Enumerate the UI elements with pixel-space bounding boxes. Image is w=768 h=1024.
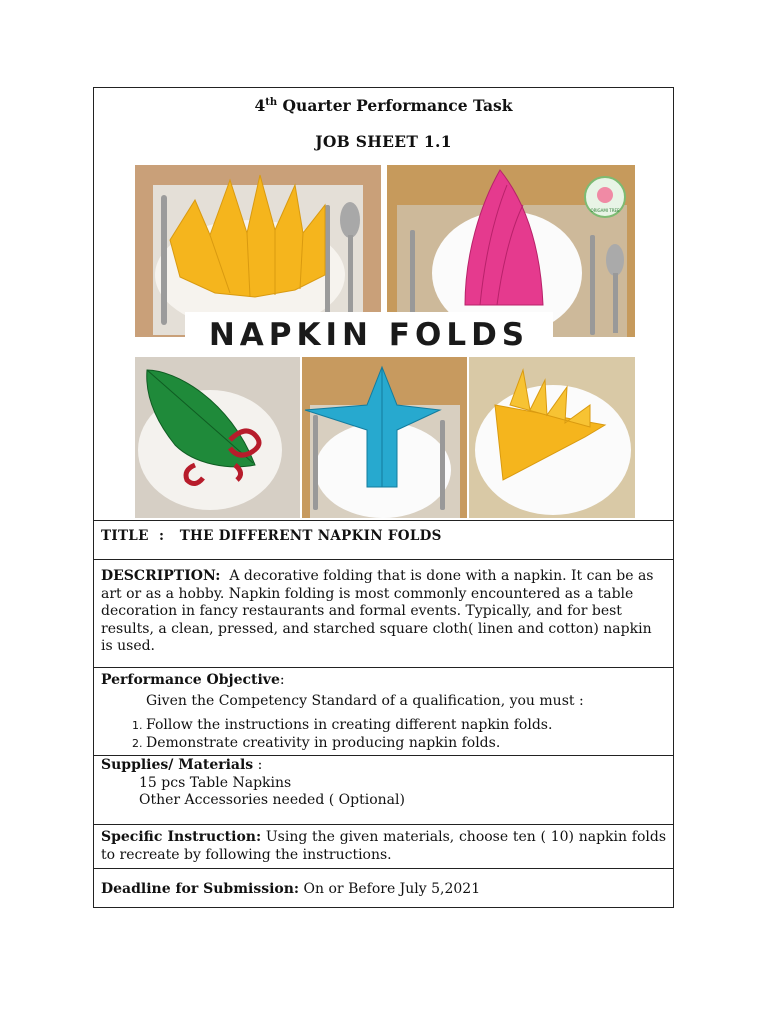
title-row <box>94 521 673 560</box>
specific-instruction-row <box>94 825 673 869</box>
job-sheet <box>93 87 674 908</box>
description-label: DESCRIPTION: <box>101 568 221 584</box>
banner-text: NAPKIN FOLDS <box>208 317 530 353</box>
quarter-suffix: th <box>265 96 278 108</box>
panel-green-leaf <box>135 357 300 518</box>
objective-item: 2. Demonstrate creativity in producing napkin folds. <box>146 734 666 752</box>
title-separator: : <box>159 528 165 544</box>
objective-colon: : <box>279 672 285 688</box>
supplies-item: 15 pcs Table Napkins <box>139 774 292 791</box>
description-text: A decorative folding that is done with a napkin. It can be as art or as a hobby. Napkin folding is most commonly encountered as a table decoration in fancy restaurants and formal events. Typically, and for best results, a clean, pressed, and starched square cloth( linen and cotton) napkin is used. <box>101 568 654 654</box>
quarter-title-text: Quarter Performance Task <box>277 96 513 115</box>
deadline-row <box>94 869 673 907</box>
supplies-colon: : <box>253 757 263 773</box>
logo-text: ORIGAMI TREE <box>590 208 620 213</box>
panel-yellow-triangle <box>469 357 635 518</box>
panel-yellow-fan <box>135 165 381 337</box>
panel-pink-fold <box>387 165 635 337</box>
sheet-header <box>94 88 673 521</box>
quarter-number: 4 <box>254 96 266 115</box>
objective-given: Given the Competency Standard of a qualification, you must : <box>146 692 584 709</box>
deadline-text: On or Before July 5,2021 <box>303 881 481 897</box>
title-label: TITLE <box>101 528 149 544</box>
napkin-folds-collage <box>135 165 635 518</box>
job-sheet-title: JOB SHEET 1.1 <box>315 132 452 151</box>
supplies-row <box>94 756 673 825</box>
performance-objective-row <box>94 668 673 756</box>
supplies-item: Other Accessories needed ( Optional) <box>139 792 405 808</box>
quarter-title <box>94 96 673 115</box>
deadline-label: Deadline for Submission: <box>101 881 300 897</box>
objective-item: 1. Follow the instructions in creating different napkin folds. <box>146 716 666 734</box>
instruction-text: Using the given materials, choose ten ( 10) napkin folds to recreate by following the instructions. <box>101 829 666 863</box>
title-value: THE DIFFERENT NAPKIN FOLDS <box>179 528 442 544</box>
description-row <box>94 560 673 668</box>
objective-list <box>101 716 666 752</box>
objective-label: Performance Objective <box>101 672 280 688</box>
supplies-label: Supplies/ Materials <box>101 757 254 773</box>
panel-blue-fold <box>302 357 467 518</box>
instruction-label: Specific Instruction: <box>101 829 262 845</box>
